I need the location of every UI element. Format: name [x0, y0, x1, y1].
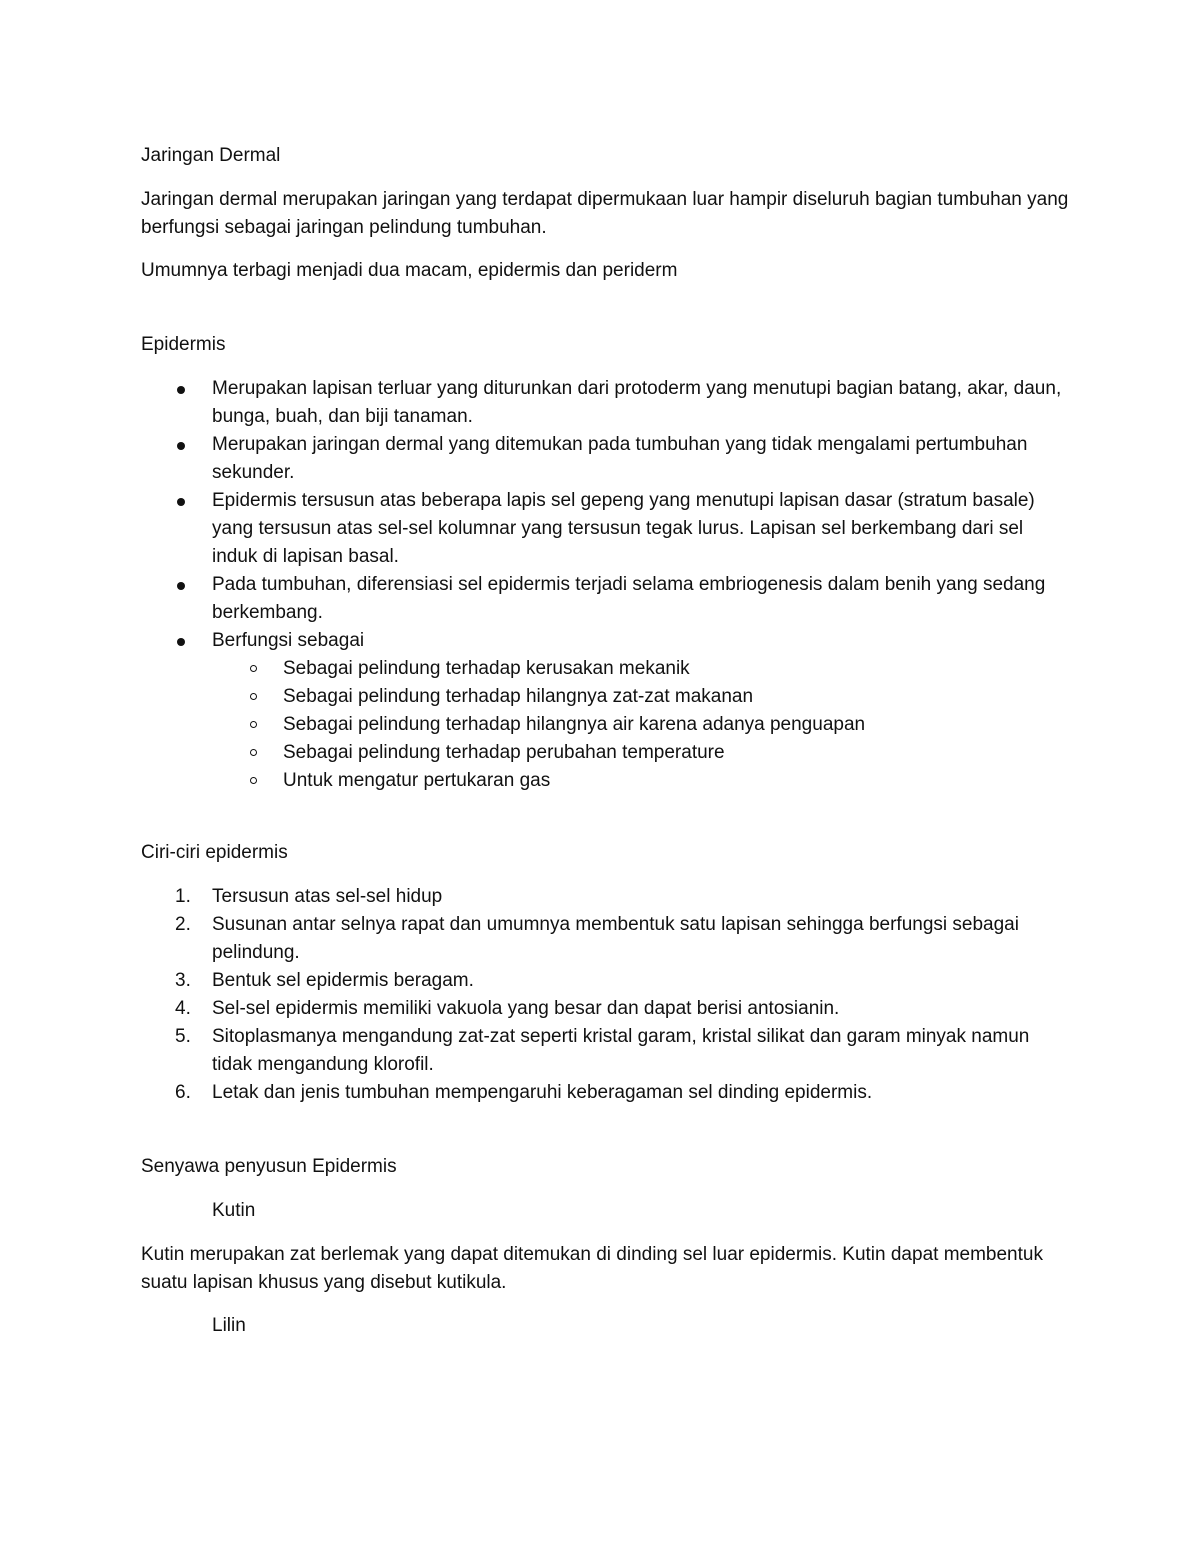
sub-list-item [212, 683, 1071, 711]
list-item-text: Berfungsi sebagai [212, 630, 365, 651]
sub-list-item-text: Sebagai pelindung terhadap hilangnya air karena adanya penguapan [283, 714, 866, 735]
numbered-item-text: Letak dan jenis tumbuhan mempengaruhi keberagaman sel dinding epidermis. [212, 1082, 873, 1103]
bullet-marker [177, 582, 185, 590]
item-number: 5. [175, 1026, 191, 1047]
list-item-text: Merupakan lapisan terluar yang diturunkan dari protoderm yang menutupi bagian batang, akar, daun, bunga, buah, dan biji tanaman. [212, 378, 1062, 427]
item-number: 1. [175, 886, 191, 907]
functions-sub-list [212, 655, 1071, 795]
list-item [141, 375, 1071, 431]
circle-bullet-marker [250, 693, 257, 700]
item-number: 4. [175, 998, 191, 1019]
numbered-item [141, 967, 1071, 995]
bullet-marker [177, 442, 185, 450]
kutin-heading: Kutin [212, 1200, 256, 1221]
sub-list-item-text: Sebagai pelindung terhadap kerusakan mekanik [283, 658, 690, 679]
bullet-marker [177, 498, 185, 506]
sub-list-item-text: Sebagai pelindung terhadap hilangnya zat-zat makanan [283, 686, 754, 707]
list-item [141, 431, 1071, 487]
list-item [141, 487, 1071, 571]
list-item-text: Epidermis tersusun atas beberapa lapis sel gepeng yang menutupi lapisan dasar (stratum basale) yang tersusun atas sel-sel kolumnar yang tersusun tegak lurus. Lapisan sel berkembang dari sel induk di lapisan basal. [212, 490, 1035, 567]
list-item-text: Merupakan jaringan dermal yang ditemukan pada tumbuhan yang tidak mengalami pertumbuhan sekunder. [212, 434, 1028, 483]
sub-list-item [212, 739, 1071, 767]
circle-bullet-marker [250, 665, 257, 672]
sub-list-item [212, 655, 1071, 683]
bullet-marker [177, 638, 185, 646]
list-item-text: Pada tumbuhan, diferensiasi sel epidermis terjadi selama embriogenesis dalam benih yang sedang berkembang. [212, 574, 1046, 623]
spacer [141, 285, 1071, 331]
document-title: Jaringan Dermal [141, 145, 281, 166]
ciri-ciri-heading: Ciri-ciri epidermis [141, 842, 288, 863]
numbered-item [141, 883, 1071, 911]
item-number: 2. [175, 914, 191, 935]
list-item [141, 571, 1071, 627]
lilin-heading: Lilin [212, 1315, 246, 1336]
numbered-item-text: Sel-sel epidermis memiliki vakuola yang besar dan dapat berisi antosianin. [212, 998, 840, 1019]
numbered-item [141, 1023, 1071, 1079]
ciri-ciri-numbered-list [141, 883, 1071, 1107]
numbered-item-text: Bentuk sel epidermis beragam. [212, 970, 474, 991]
senyawa-heading: Senyawa penyusun Epidermis [141, 1156, 397, 1177]
item-number: 3. [175, 970, 191, 991]
kutin-paragraph: Kutin merupakan zat berlemak yang dapat ditemukan di dinding sel luar epidermis. Kutin dapat membentuk suatu lapisan khusus yang disebut kutikula. [141, 1244, 1043, 1293]
numbered-item-text: Sitoplasmanya mengandung zat-zat seperti kristal garam, kristal silikat dan garam minyak namun tidak mengandung klorofil. [212, 1026, 1030, 1075]
bullet-marker [177, 386, 185, 394]
numbered-item [141, 1079, 1071, 1107]
sub-list-item [212, 767, 1071, 795]
numbered-item [141, 995, 1071, 1023]
sub-list-item-text: Untuk mengatur pertukaran gas [283, 770, 551, 791]
spacer [141, 1107, 1071, 1153]
circle-bullet-marker [250, 749, 257, 756]
numbered-item [141, 911, 1071, 967]
epidermis-bullet-list [141, 375, 1071, 795]
document-body [141, 142, 1071, 1340]
spacer [141, 795, 1071, 839]
list-item [141, 627, 1071, 795]
sub-list-item [212, 711, 1071, 739]
numbered-item-text: Susunan antar selnya rapat dan umumnya membentuk satu lapisan sehingga berfungsi sebagai pelindung. [212, 914, 1019, 963]
circle-bullet-marker [250, 721, 257, 728]
intro-paragraph: Jaringan dermal merupakan jaringan yang terdapat dipermukaan luar hampir diseluruh bagian tumbuhan yang berfungsi sebagai jaringan pelindung tumbuhan. [141, 189, 1069, 238]
epidermis-heading: Epidermis [141, 334, 226, 355]
sub-list-item-text: Sebagai pelindung terhadap perubahan temperature [283, 742, 725, 763]
intro-types-paragraph: Umumnya terbagi menjadi dua macam, epidermis dan periderm [141, 260, 678, 281]
item-number: 6. [175, 1082, 191, 1103]
circle-bullet-marker [250, 777, 257, 784]
numbered-item-text: Tersusun atas sel-sel hidup [212, 886, 443, 907]
